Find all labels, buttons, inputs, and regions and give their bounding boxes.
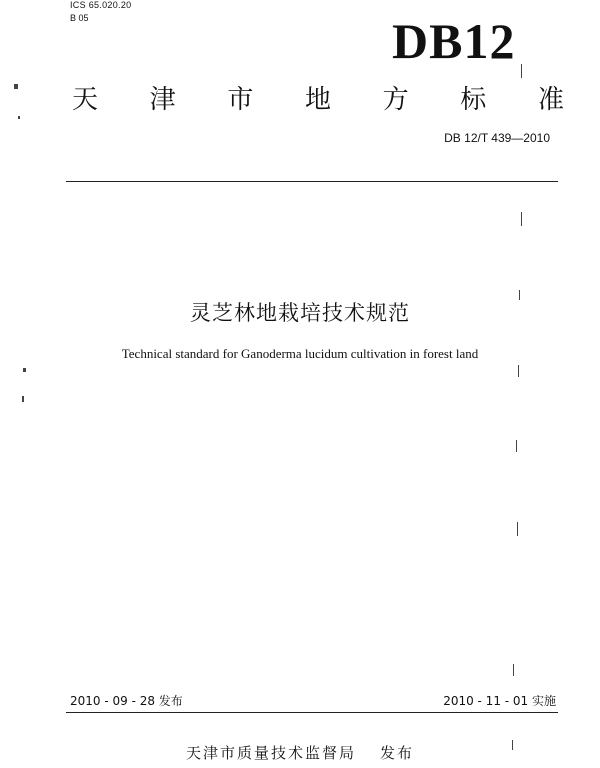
document-title-chinese: 灵芝林地栽培技术规范 bbox=[190, 301, 410, 325]
issue-word: 发布 bbox=[380, 744, 415, 762]
standard-mark: DB12 bbox=[392, 13, 516, 69]
scan-line bbox=[513, 664, 514, 676]
scan-speck bbox=[18, 116, 20, 119]
implementation-date: 2010 - 11 - 01 实施 bbox=[443, 694, 556, 708]
issue-date: 2010 - 09 - 28 发布 bbox=[70, 694, 183, 708]
standard-type-char: 市 bbox=[227, 85, 254, 115]
ccs-code: B 05 bbox=[70, 13, 89, 23]
issuing-authority-line bbox=[0, 744, 600, 762]
scan-line bbox=[516, 440, 517, 452]
scan-line bbox=[521, 64, 522, 78]
ics-code: ICS 65.020.20 bbox=[70, 0, 132, 10]
standard-type-char: 方 bbox=[382, 85, 409, 115]
scan-speck bbox=[22, 396, 24, 402]
scan-line bbox=[521, 212, 522, 226]
standard-number: DB 12/T 439—2010 bbox=[444, 131, 550, 145]
scan-speck bbox=[14, 84, 18, 89]
scan-line bbox=[512, 740, 513, 750]
header-divider bbox=[66, 181, 558, 182]
standard-type-char: 标 bbox=[460, 85, 487, 115]
scan-line bbox=[517, 522, 518, 536]
standard-type-char: 天 bbox=[72, 85, 99, 115]
standard-type-char: 地 bbox=[304, 85, 331, 115]
standard-type-char: 津 bbox=[149, 85, 176, 115]
footer-divider bbox=[66, 712, 558, 713]
scan-speck bbox=[23, 368, 26, 372]
standard-type-title bbox=[72, 84, 564, 116]
standard-type-char: 准 bbox=[537, 85, 564, 115]
scan-line bbox=[518, 365, 519, 377]
scan-line bbox=[519, 290, 520, 300]
issuing-authority: 天津市质量技术监督局 bbox=[185, 744, 356, 762]
document-title-english: Technical standard for Ganoderma lucidum cultivation in forest land bbox=[121, 346, 479, 361]
